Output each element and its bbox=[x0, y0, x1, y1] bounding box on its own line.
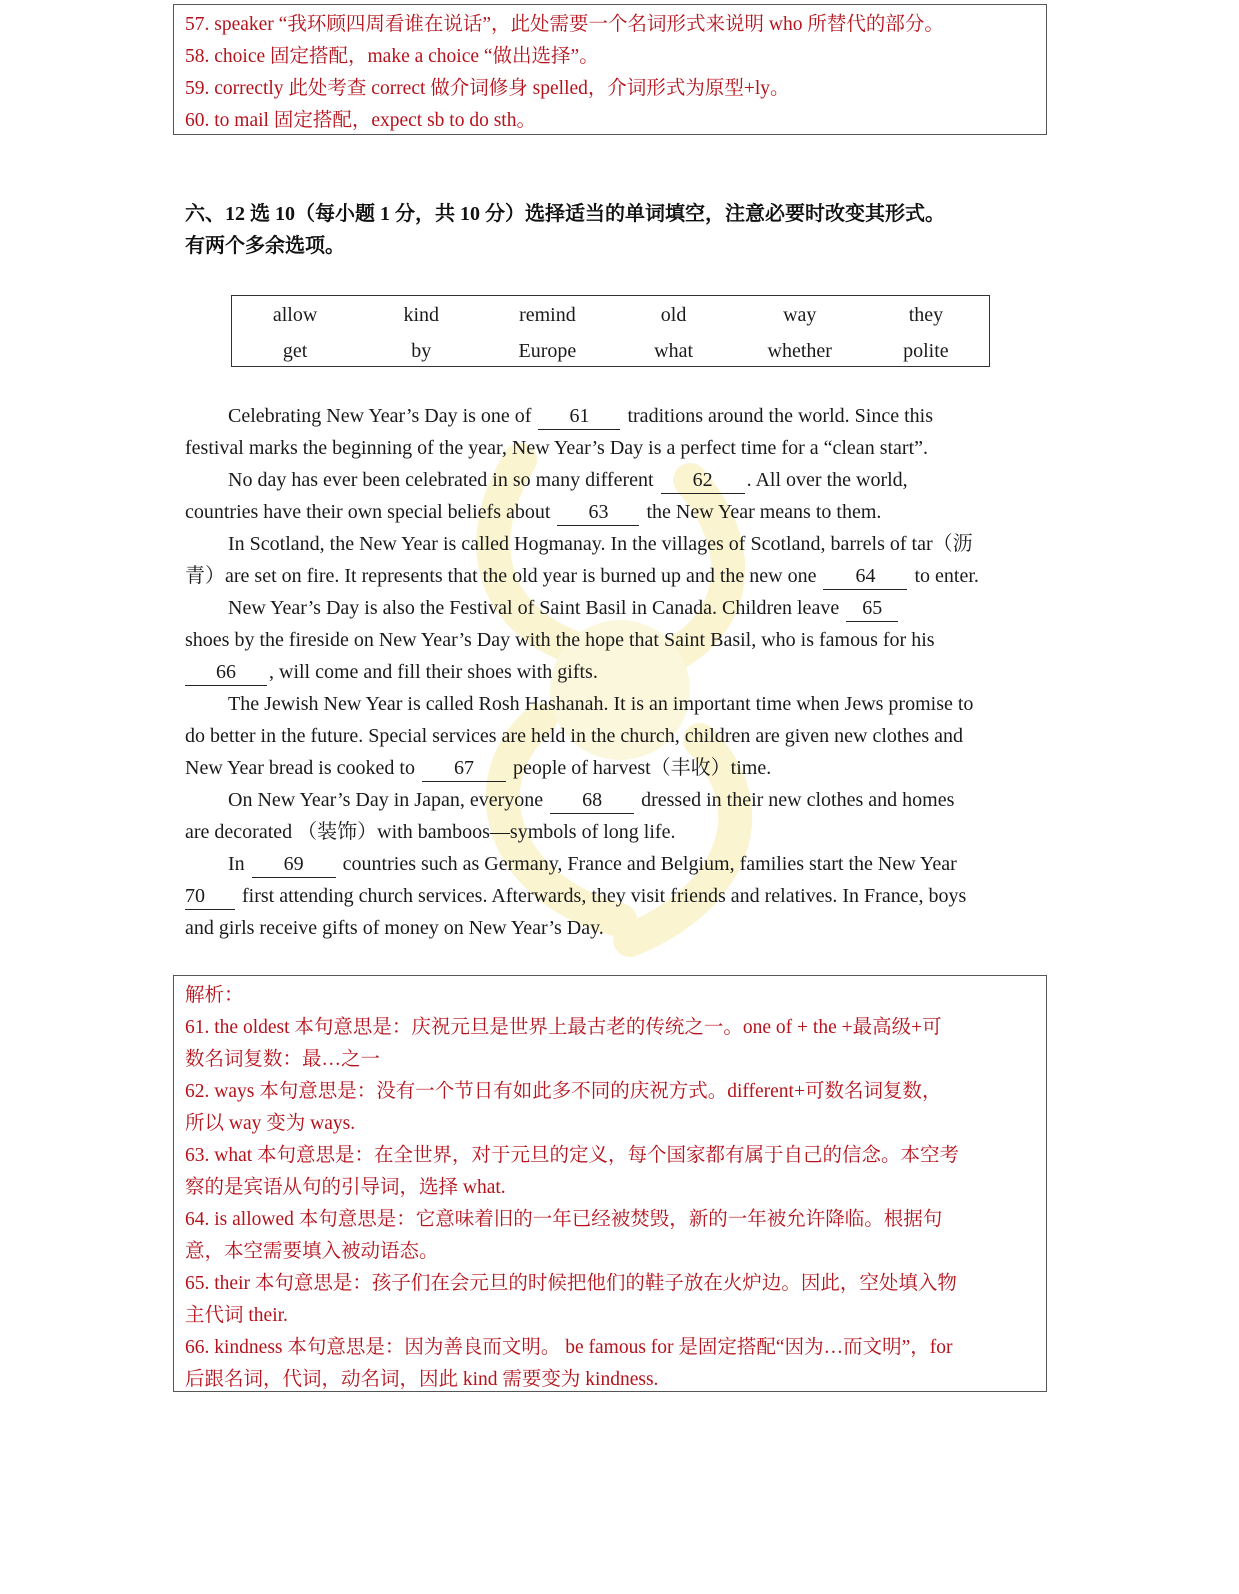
passage-line: In Scotland, the New Year is called Hogmanay. In the villages of Scotland, barrels of tar（沥 bbox=[228, 533, 973, 555]
blank-65: 65 bbox=[846, 595, 898, 622]
word-option: kind bbox=[403, 303, 440, 326]
answer-66: 66. kindness 本句意思是：因为善良而文明。 be famous for 是固定搭配“因为…而文明”，for bbox=[185, 1337, 953, 1358]
answer-64-cont: 意，本空需要填入被动语态。 bbox=[185, 1241, 439, 1262]
word-option: Europe bbox=[518, 339, 577, 362]
word-option: remind bbox=[519, 303, 576, 326]
blank-61: 61 bbox=[538, 403, 620, 430]
passage-line: In 69 countries such as Germany, France and Belgium, families start the New Year bbox=[185, 848, 1040, 880]
answer-63-cont: 察的是宾语从句的引导词，选择 what. bbox=[185, 1177, 506, 1198]
word-option: old bbox=[660, 303, 687, 326]
passage-line: On New Year’s Day in Japan, everyone 68 dressed in their new clothes and homes bbox=[185, 784, 1040, 816]
blank-69: 69 bbox=[252, 851, 336, 878]
word-bank-table bbox=[231, 295, 990, 367]
passage-line: 70 first attending church services. Afterwards, they visit friends and relatives. In France, boys bbox=[185, 880, 1040, 912]
passage-line: countries have their own special beliefs about 63 the New Year means to them. bbox=[185, 496, 1040, 528]
word-option: way bbox=[783, 303, 817, 326]
answer-66-cont: 后跟名词，代词，动名词，因此 kind 需要变为 kindness. bbox=[185, 1369, 659, 1390]
answer-65: 65. their 本句意思是：孩子们在会元旦的时候把他们的鞋子放在火炉边。因此，空处填入物 bbox=[185, 1273, 957, 1294]
passage-line: No day has ever been celebrated in so many different 62 . All over the world, bbox=[185, 464, 1040, 496]
passage-line: festival marks the beginning of the year, New Year’s Day is a perfect time for a “clean start”. bbox=[185, 437, 928, 459]
word-option: get bbox=[282, 339, 308, 362]
blank-62: 62 bbox=[661, 467, 745, 494]
word-option: polite bbox=[903, 339, 949, 362]
blank-67: 67 bbox=[422, 755, 506, 782]
passage-line: are decorated （装饰）with bamboos—symbols of long life. bbox=[185, 821, 676, 843]
passage-line: shoes by the fireside on New Year’s Day with the hope that Saint Basil, who is famous for his bbox=[185, 629, 935, 651]
answer-explanations-57-60 bbox=[173, 4, 1047, 135]
passage-line: New Year’s Day is also the Festival of Saint Basil in Canada. Children leave 65 bbox=[185, 592, 1040, 624]
blank-64: 64 bbox=[823, 563, 907, 590]
section-six-heading bbox=[185, 198, 1045, 262]
blank-68: 68 bbox=[550, 787, 634, 814]
answer-61-cont: 数名词复数：最…之一 bbox=[185, 1049, 381, 1070]
word-option: what bbox=[654, 339, 694, 362]
word-option: allow bbox=[272, 303, 318, 326]
section-title-line-1: 六、12 选 10（每小题 1 分，共 10 分）选择适当的单词填空，注意必要时改变其形式。 bbox=[185, 203, 945, 225]
answer-57: 57. speaker “我环顾四周看谁在说话”，此处需要一个名词形式来说明 who 所替代的部分。 bbox=[185, 14, 944, 35]
passage-line: New Year bread is cooked to 67 people of harvest（丰收）time. bbox=[185, 752, 1040, 784]
answer-64: 64. is allowed 本句意思是：它意味着旧的一年已经被焚毁，新的一年被允许降临。根据句 bbox=[185, 1209, 943, 1230]
blank-66: 66 bbox=[185, 659, 267, 686]
passage-line: and girls receive gifts of money on New Year’s Day. bbox=[185, 917, 604, 939]
answer-60: 60. to mail 固定搭配，expect sb to do sth。 bbox=[185, 110, 536, 131]
answer-62-cont: 所以 way 变为 ways. bbox=[185, 1113, 356, 1134]
word-option: whether bbox=[767, 339, 832, 362]
answer-62: 62. ways 本句意思是：没有一个节日有如此多不同的庆祝方式。different+可数名词复数， bbox=[185, 1081, 942, 1102]
word-option: they bbox=[908, 303, 944, 326]
blank-63: 63 bbox=[557, 499, 639, 526]
passage-line: 66 , will come and fill their shoes with gifts. bbox=[185, 656, 1040, 688]
passage-line: do better in the future. Special services are held in the church, children are given new clothes and bbox=[185, 725, 964, 747]
answer-explanations-61-66 bbox=[173, 975, 1047, 1392]
answer-61: 61. the oldest 本句意思是：庆祝元旦是世界上最古老的传统之一。one of + the +最高级+可 bbox=[185, 1017, 942, 1038]
section-title-line-2: 有两个多余选项。 bbox=[185, 235, 345, 257]
answer-59: 59. correctly 此处考查 correct 做介词修身 spelled，介词形式为原型+ly。 bbox=[185, 78, 790, 99]
answer-58: 58. choice 固定搭配，make a choice “做出选择”。 bbox=[185, 46, 599, 67]
cloze-passage bbox=[185, 400, 1040, 944]
blank-70: 70 bbox=[185, 883, 235, 910]
passage-line: Celebrating New Year’s Day is one of 61 traditions around the world. Since this bbox=[185, 400, 1040, 432]
answer-63: 63. what 本句意思是：在全世界，对于元旦的定义，每个国家都有属于自己的信念。本空考 bbox=[185, 1145, 960, 1166]
passage-line: 青）are set on fire. It represents that the old year is burned up and the new one 64 to enter. bbox=[185, 560, 1040, 592]
answer-65-cont: 主代词 their. bbox=[185, 1305, 288, 1326]
word-option: by bbox=[411, 339, 432, 362]
passage-line: The Jewish New Year is called Rosh Hashanah. It is an important time when Jews promise to bbox=[228, 693, 974, 715]
analysis-heading: 解析： bbox=[185, 985, 244, 1006]
